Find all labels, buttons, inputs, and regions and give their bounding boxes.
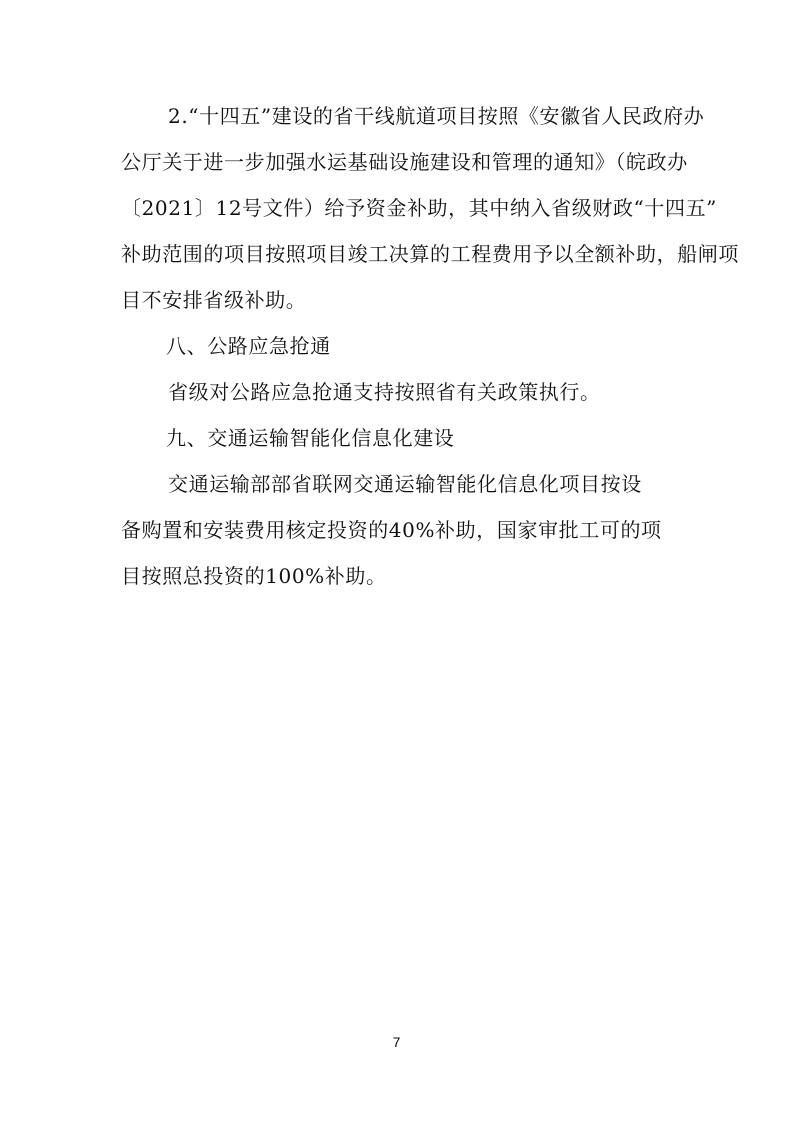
paragraph-line: 省级对公路应急抢通支持按照省有关政策执行。 xyxy=(168,380,601,404)
paragraph-line: 备购置和安装费用核定投资的40%补助，国家审批工可的项 xyxy=(121,518,662,542)
paragraph-line: 〔2021〕12号文件）给予资金补助，其中纳入省级财政“十四五” xyxy=(121,196,717,220)
paragraph-line: 交通运输部部省联网交通运输智能化信息化项目按设 xyxy=(168,472,642,496)
section-heading-9: 九、交通运输智能化信息化建设 xyxy=(166,426,455,450)
page-number: 7 xyxy=(392,1034,401,1050)
paragraph-line: 目按照总投资的100%补助。 xyxy=(121,564,387,588)
paragraph-line: 补助范围的项目按照项目竣工决算的工程费用予以全额补助，船闸项 xyxy=(121,242,739,266)
section-heading-8: 八、公路应急抢通 xyxy=(166,334,331,358)
paragraph-line: 2.“十四五”建设的省干线航道项目按照《安徽省人民政府办 xyxy=(168,104,705,128)
paragraph-line: 目不安排省级补助。 xyxy=(121,288,307,312)
paragraph-line: 公厅关于进一步加强水运基础设施建设和管理的通知》（皖政办 xyxy=(121,150,688,174)
